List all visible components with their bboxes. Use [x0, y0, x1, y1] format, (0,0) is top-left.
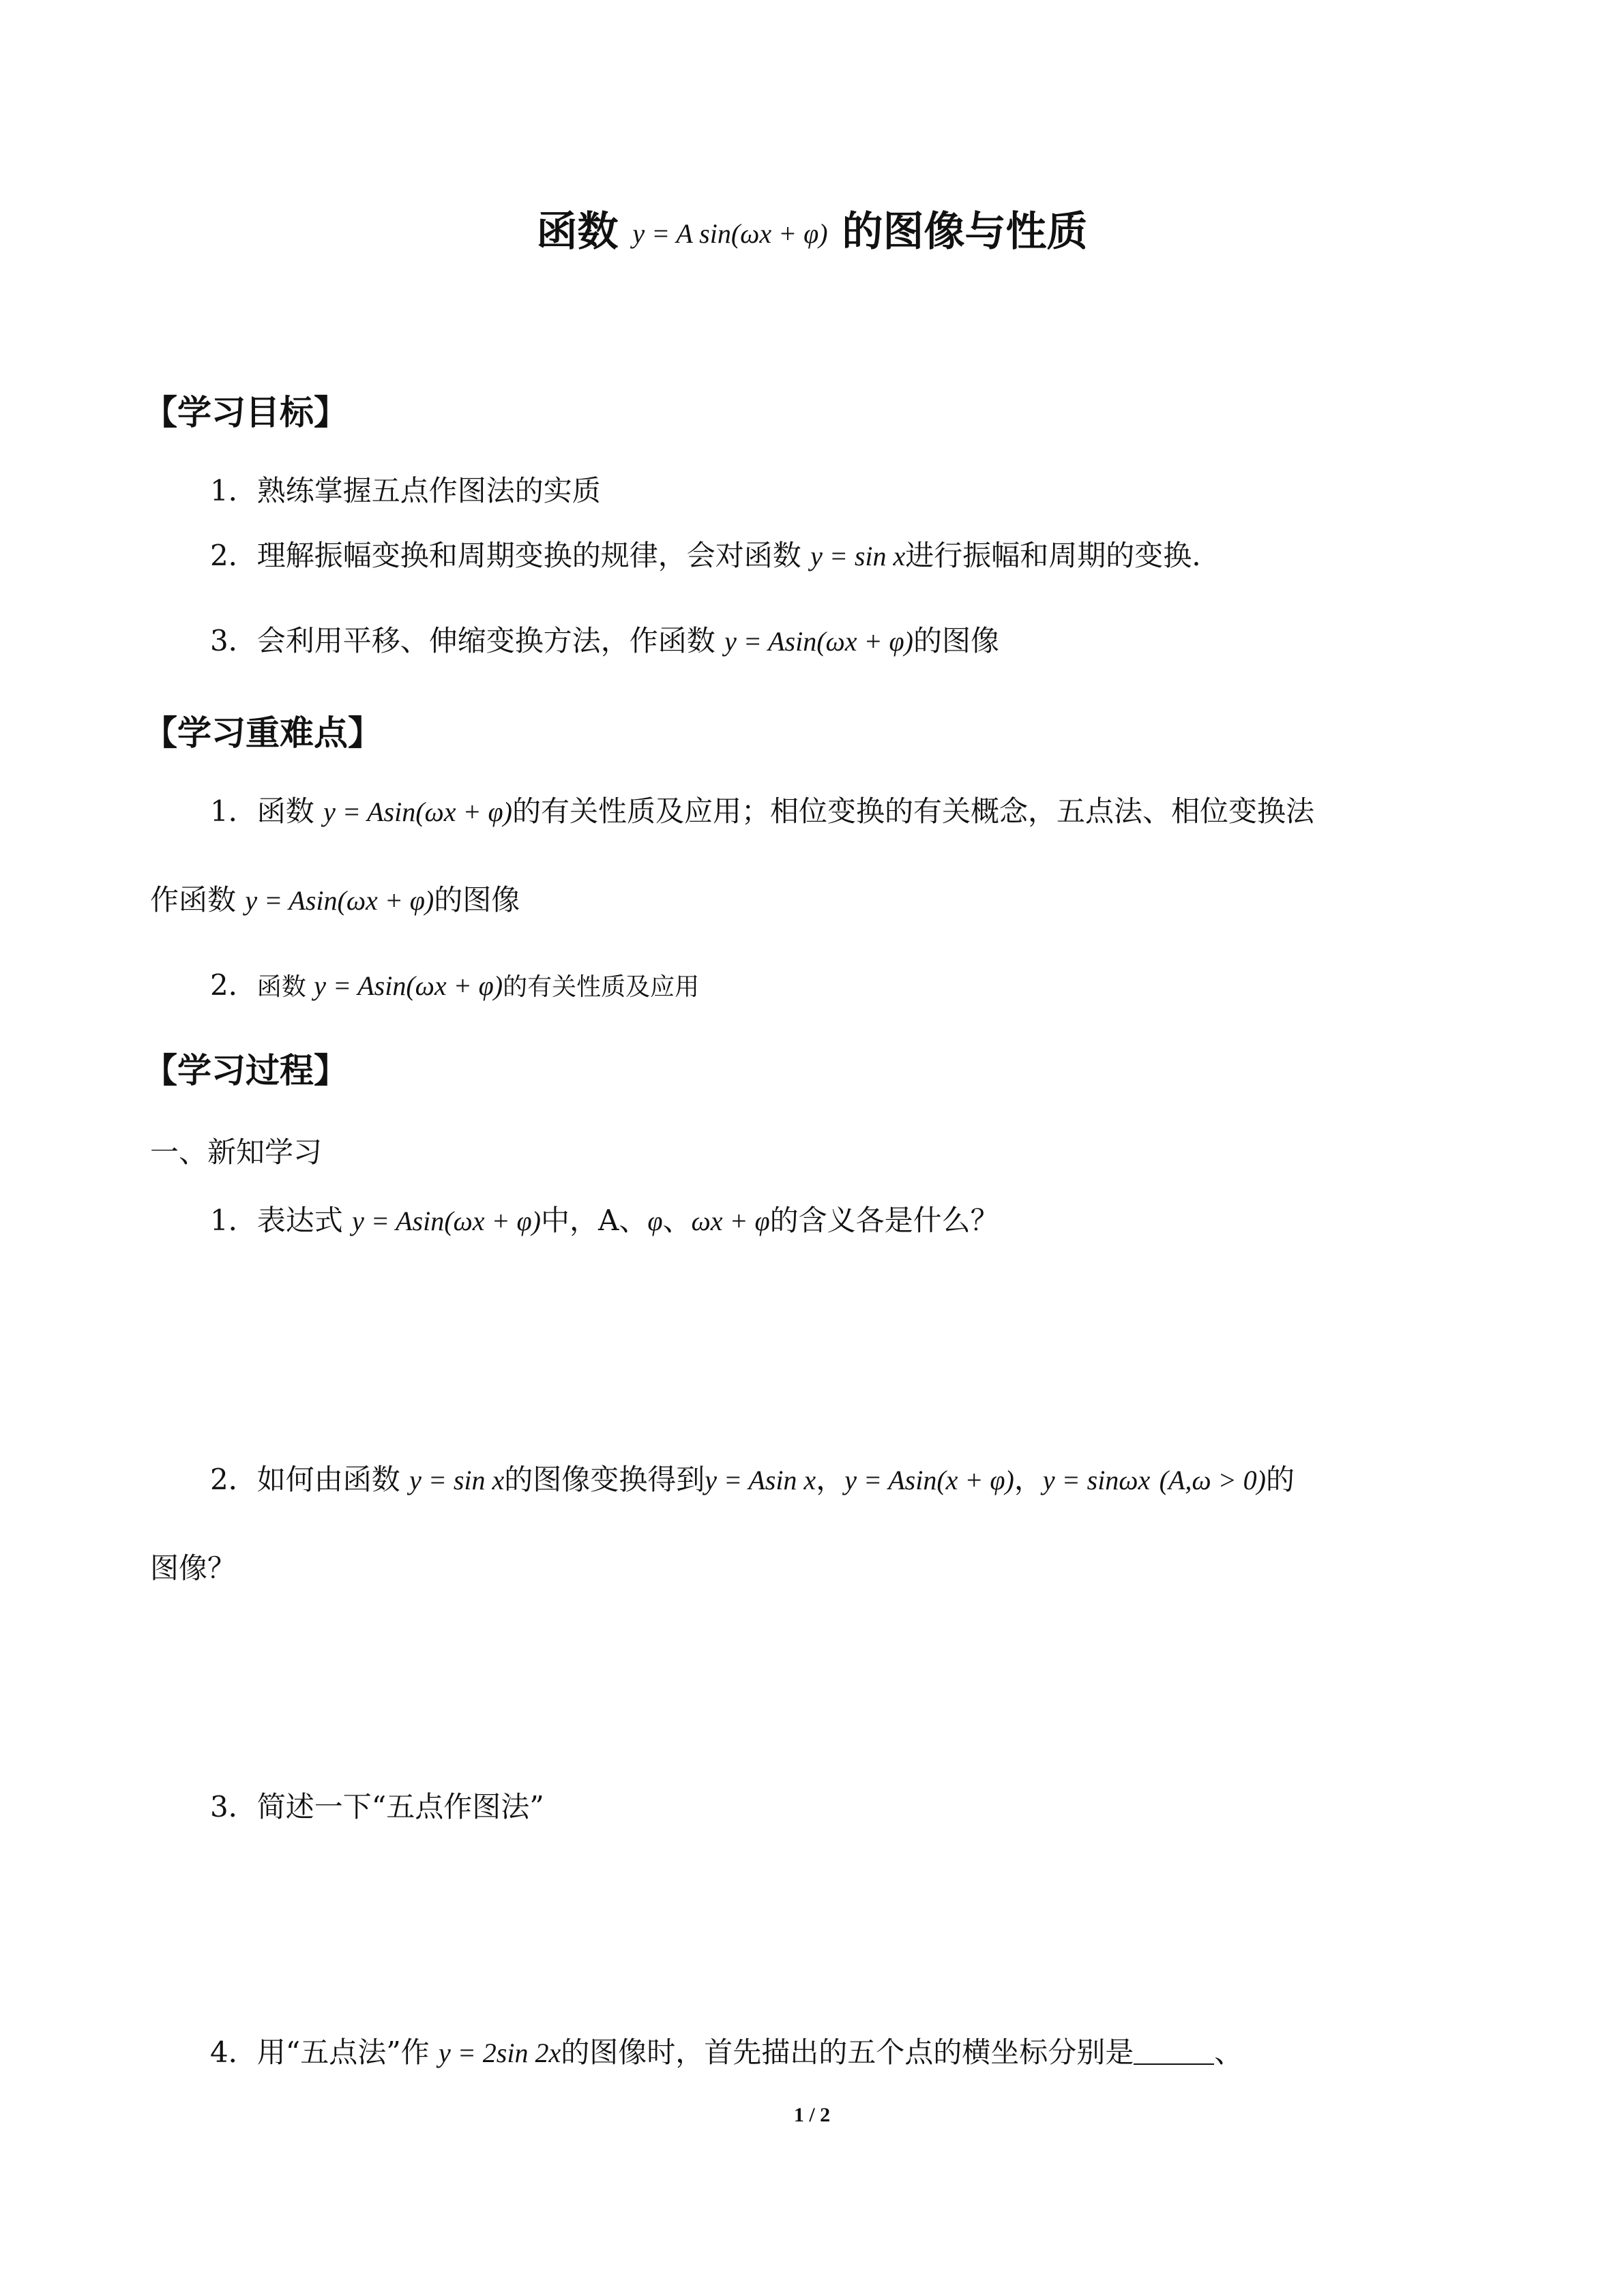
- item-formula: y = Asin(ωx + φ): [314, 970, 503, 1001]
- item-text: 的有关性质及应用；相位变换的有关概念，五点法、相位变换法: [512, 794, 1315, 828]
- page-title: [0, 205, 1624, 261]
- question-2-continued: 图像？: [150, 1551, 237, 1585]
- item-formula: y = Asin(ωx + φ): [323, 796, 512, 827]
- item-formula: y = Asin(ωx + φ): [724, 626, 913, 657]
- item-text: 、: [662, 1204, 692, 1237]
- item-text: 的: [1265, 1463, 1295, 1496]
- item-formula: y = Asin(ωx + φ): [352, 1206, 541, 1236]
- item-text: 的图像: [434, 883, 520, 916]
- key-point-item-2: [210, 965, 699, 1008]
- goal-item-2: [210, 535, 1201, 577]
- item-formula: (A,ω > 0): [1159, 1465, 1266, 1495]
- key-point-item-1-continued: [150, 880, 520, 921]
- item-formula: y = sin x: [810, 541, 906, 571]
- item-text: 、: [1214, 2036, 1243, 2069]
- item-text: 进行振幅和周期的变换.: [905, 539, 1201, 572]
- question-2: [210, 1459, 1295, 1501]
- item-number: 2．: [210, 539, 257, 572]
- item-text: 理解振幅变换和周期变换的规律，会对函数: [256, 539, 811, 572]
- item-formula: y = 2sin 2x: [439, 2038, 561, 2068]
- item-text: 的图像时，首先描出的五个点的横坐标分别是: [561, 2036, 1134, 2069]
- item-text: 函数: [256, 794, 324, 828]
- item-number: 4．: [210, 2036, 257, 2069]
- item-text: 用“五点法”作: [256, 2036, 439, 2069]
- title-formula: y = A sin(ωx + φ): [632, 218, 828, 249]
- section-heading-process: 【学习过程】: [143, 1051, 348, 1090]
- item-text: 的图像: [913, 624, 1000, 657]
- item-text: 函数: [256, 973, 314, 1001]
- item-number: 1．: [210, 474, 257, 507]
- item-formula: ωx + φ: [691, 1206, 770, 1236]
- goal-item-3: [210, 621, 999, 662]
- item-text: ，: [1014, 1463, 1043, 1496]
- item-formula: y = Asin x: [705, 1465, 816, 1495]
- item-number: 3．: [210, 1790, 257, 1823]
- key-point-item-1: [210, 791, 1314, 833]
- item-number: 2．: [210, 1463, 257, 1496]
- item-text: 表达式: [256, 1204, 353, 1237]
- item-number: 2．: [210, 968, 257, 1002]
- page-number: 1 / 2: [793, 2104, 831, 2126]
- item-formula: y = sinωx: [1042, 1465, 1151, 1495]
- item-text: 简述一下“五点作图法”: [256, 1790, 544, 1823]
- item-text: 的含义各是什么？: [769, 1204, 999, 1237]
- item-formula: φ: [647, 1206, 663, 1236]
- item-text: 如何由函数: [256, 1463, 410, 1496]
- goal-item-1: [210, 471, 601, 511]
- item-text: 会利用平移、伸缩变换方法，作函数: [256, 624, 725, 657]
- item-formula: y = Asin(x + φ): [844, 1465, 1014, 1495]
- item-number: 1．: [210, 794, 257, 828]
- section-heading-key-points: 【学习重难点】: [143, 713, 382, 753]
- item-text: 的图像变换得到: [504, 1463, 705, 1496]
- title-prefix: 函数: [536, 208, 619, 256]
- question-4: [210, 2032, 1243, 2074]
- item-number: 3．: [210, 624, 257, 657]
- item-number: 1．: [210, 1204, 257, 1237]
- item-text: 中，A、: [541, 1204, 648, 1237]
- item-text: 的有关性质及应用: [503, 973, 700, 1001]
- item-text: ，: [816, 1463, 845, 1496]
- question-1: [210, 1200, 999, 1242]
- item-text: 熟练掌握五点作图法的实质: [256, 474, 601, 507]
- section-heading-goals: 【学习目标】: [143, 393, 348, 432]
- process-subheading: 一、新知学习: [150, 1135, 323, 1169]
- item-text: 作函数: [150, 883, 246, 916]
- item-formula: y = Asin(ωx + φ): [245, 885, 434, 916]
- title-suffix: 的图像与性质: [842, 208, 1088, 256]
- item-formula: y = sin x: [409, 1465, 505, 1495]
- answer-blank[interactable]: [1134, 2036, 1214, 2065]
- question-3: [210, 1787, 544, 1828]
